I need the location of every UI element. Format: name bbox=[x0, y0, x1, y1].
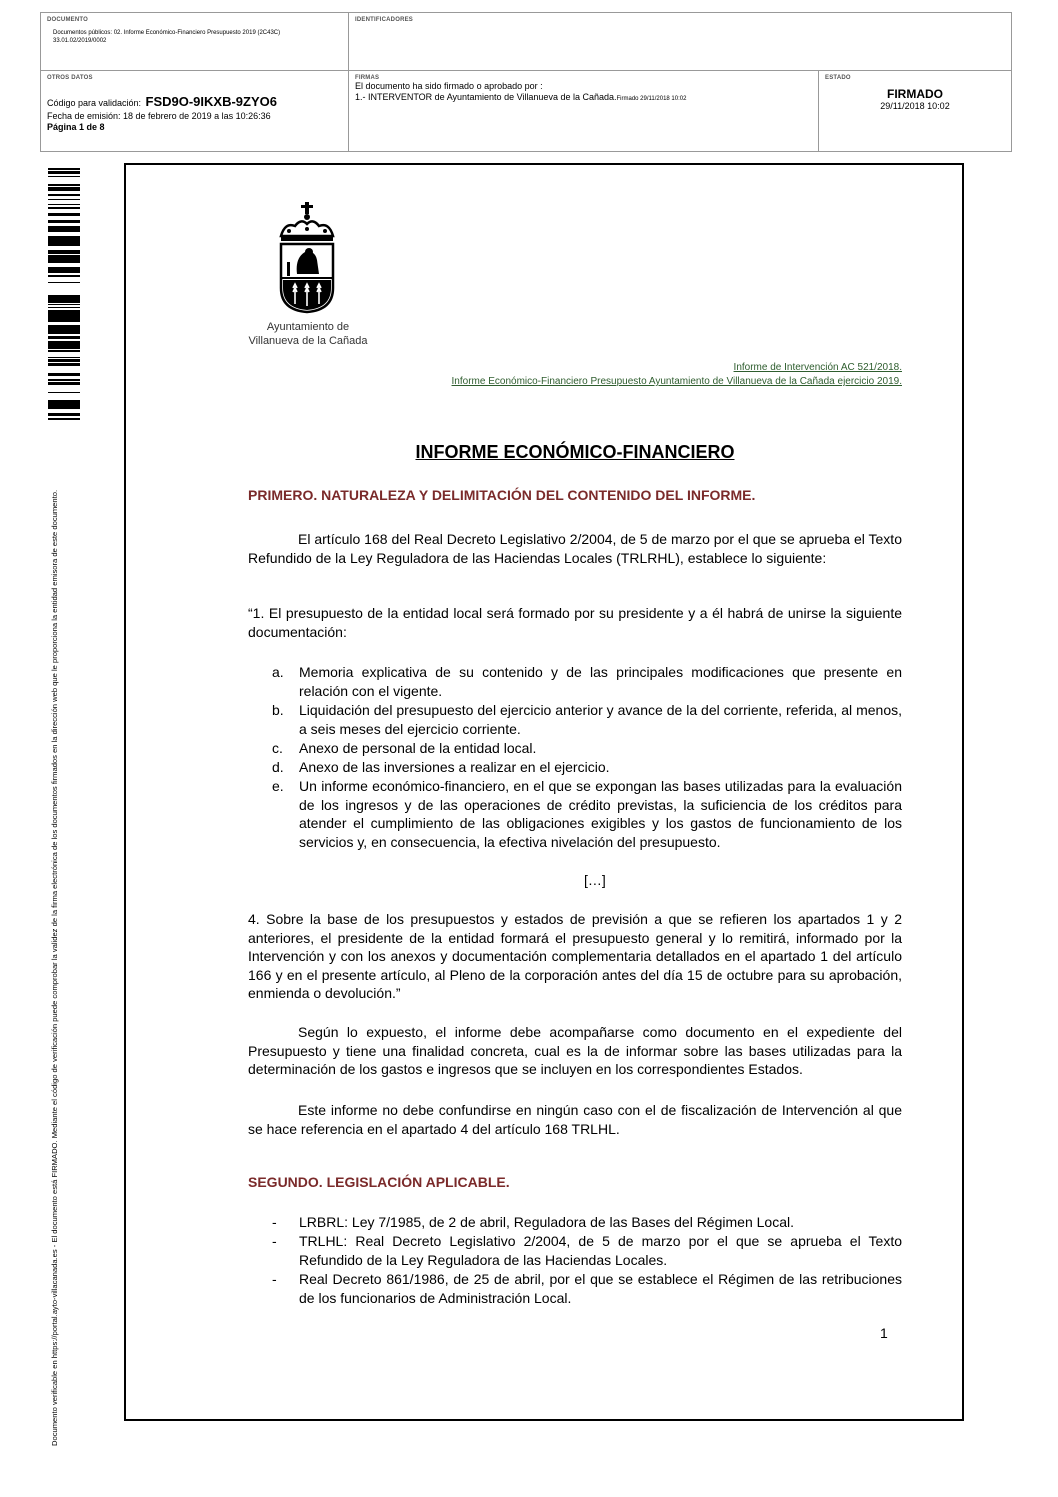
estado-date: 29/11/2018 10:02 bbox=[880, 101, 950, 111]
codigo-row bbox=[47, 93, 342, 111]
firmas-line1: El documento ha sido firmado o aprobado por : bbox=[355, 81, 543, 91]
list-item bbox=[272, 739, 902, 758]
firmas-label: FIRMAS bbox=[355, 75, 380, 81]
section-heading-segundo: SEGUNDO. LEGISLACIÓN APLICABLE. bbox=[248, 1174, 510, 1190]
quote-paragraph-1: “1. El presupuesto de la entidad local será formado por su presidente y a él habrá de unirse la siguiente documentación: bbox=[248, 605, 902, 640]
logo-text bbox=[246, 320, 370, 348]
identificadores-cell bbox=[349, 13, 1011, 71]
list-item bbox=[272, 663, 902, 700]
section-heading-primero: PRIMERO. NATURALEZA Y DELIMITACIÓN DEL CONTENIDO DEL INFORME. bbox=[248, 487, 756, 503]
list-marker: b. bbox=[272, 702, 284, 718]
list-item bbox=[272, 1213, 902, 1232]
quote-paragraph-4: 4. Sobre la base de los presupuestos y estados de previsión a que se refieren los apartados 1 y 2 anteriores, el presidente de la entidad formará el presupuesto general y lo remitirá, informado por la Intervención y con los anexos y documentación complementaria detallados en el apartado 1 del artículo 166 y en el presente artículo, al Pleno de la corporación antes del día 15 de octubre para su aprobación, enmienda o devolución.” bbox=[248, 911, 902, 1001]
page-title: INFORME ECONÓMICO-FINANCIERO bbox=[415, 442, 735, 462]
list-marker: a. bbox=[272, 664, 284, 680]
list-item-text: TRLHL: Real Decreto Legislativo 2/2004, de 5 de marzo por el que se aprueba el Texto Refundido de la Ley Reguladora de las Haciendas Locales. bbox=[299, 1233, 902, 1268]
list-item-text: Un informe económico-financiero, en el que se expongan las bases utilizadas para la evaluación de los ingresos y de las operaciones de crédito previstas, la suficiencia de los créditos para atender el cumplimiento de las obligaciones exigibles y los gastos de funcionamiento de los servicios y, en consecuencia, la efectiva nivelación del presupuesto. bbox=[299, 778, 902, 850]
list-item-text: Anexo de personal de la entidad local. bbox=[299, 740, 537, 756]
firmas-signed-date: Firmado 29/11/2018 10:02 bbox=[616, 96, 687, 102]
coat-of-arms-icon bbox=[275, 202, 339, 314]
list-item-text: Real Decreto 861/1986, de 25 de abril, por el que se establece el Régimen de las retribuciones de los funcionarios de Administración Local. bbox=[299, 1271, 902, 1306]
fecha-emision: Fecha de emisión: 18 de febrero de 2019 a las 10:26:36 bbox=[47, 111, 271, 121]
list-item-text: LRBRL: Ley 7/1985, de 2 de abril, Reguladora de las Bases del Régimen Local. bbox=[299, 1214, 794, 1230]
list-item-text: Liquidación del presupuesto del ejercicio anterior y avance de la del corriente, referida, al menos, a seis meses del ejercicio corriente. bbox=[299, 702, 902, 737]
paragraph-intro: El artículo 168 del Real Decreto Legislativo 2/2004, de 5 de marzo por el que se aprueba el Texto Refundido de la Ley Reguladora de las Haciendas Locales (TRLRHL), establece lo siguiente: bbox=[248, 531, 902, 566]
firmas-signer: 1.- INTERVENTOR de Ayuntamiento de Villanueva de la Cañada. bbox=[355, 92, 617, 102]
estado-value: FIRMADO bbox=[887, 87, 943, 101]
list-marker: d. bbox=[272, 759, 284, 775]
codigo-label: Código para validación: bbox=[47, 98, 142, 108]
logo-line2: Villanueva de la Cañada bbox=[248, 335, 368, 347]
pagina: Página 1 de 8 bbox=[47, 122, 105, 132]
identificadores-label: IDENTIFICADORES bbox=[355, 17, 414, 23]
otros-datos-cell bbox=[41, 71, 349, 151]
document-header bbox=[40, 12, 1012, 152]
otros-datos-label: OTROS DATOS bbox=[47, 75, 93, 81]
estado-cell bbox=[819, 71, 1011, 151]
firmas-line2 bbox=[355, 92, 812, 105]
reference-line2: Informe Económico-Financiero Presupuesto Ayuntamiento de Villanueva de la Cañada ejercicio 2019. bbox=[451, 376, 902, 387]
codigo-value: FSD9O-9IKXB-9ZYO6 bbox=[145, 94, 277, 109]
logo-line1: Ayuntamiento de bbox=[266, 321, 350, 333]
paragraph-este-informe: Este informe no debe confundirse en ningún caso con el de fiscalización de Intervención al que se hace referencia en el apartado 4 del artículo 168 TRLHL. bbox=[248, 1102, 902, 1137]
list-item bbox=[272, 1232, 902, 1269]
documento-value: Documentos públicos: 02. Informe Económico-Financiero Presupuesto 2019 (2C43C) 33.01.02/2019/0002 bbox=[53, 30, 281, 44]
ellipsis: […] bbox=[584, 872, 606, 888]
list-marker: - bbox=[272, 1271, 277, 1287]
verification-side-text: Documento verificable en https://portal.ayto-villacanada.es - El documento está FIRMADO. Mediante el código de verificación puede comprobar la validez de la firma electrónica de los documentos firmados en la dirección web que le proporciona la entidad emisora de este documento. bbox=[50, 489, 59, 1446]
page-number: 1 bbox=[880, 1325, 888, 1341]
paragraph-segun: Según lo expuesto, el informe debe acompañarse como documento en el expediente del Presupuesto y tiene una finalidad concreta, cual es la de informar sobre las bases utilizadas para la determinación de los gastos e ingresos que se incluyen en los correspondientes Estados. bbox=[248, 1024, 902, 1077]
list-item bbox=[272, 777, 902, 851]
documento-cell bbox=[41, 13, 349, 71]
list-item-text: Anexo de las inversiones a realizar en el ejercicio. bbox=[299, 759, 610, 775]
list-marker: - bbox=[272, 1233, 277, 1249]
list-item bbox=[272, 701, 902, 738]
list-marker: - bbox=[272, 1214, 277, 1230]
list-item-text: Memoria explicativa de su contenido y de las principales modificaciones que presente en relación con el vigente. bbox=[299, 664, 902, 699]
list-marker: c. bbox=[272, 740, 283, 756]
barcode-icon bbox=[48, 168, 80, 420]
documento-label: DOCUMENTO bbox=[47, 17, 89, 23]
firmas-cell bbox=[349, 71, 819, 151]
list-item bbox=[272, 1270, 902, 1307]
list-marker: e. bbox=[272, 778, 284, 794]
estado-label: ESTADO bbox=[825, 75, 851, 81]
reference-line1: Informe de Intervención AC 521/2018. bbox=[733, 362, 902, 373]
list-item bbox=[272, 758, 902, 777]
